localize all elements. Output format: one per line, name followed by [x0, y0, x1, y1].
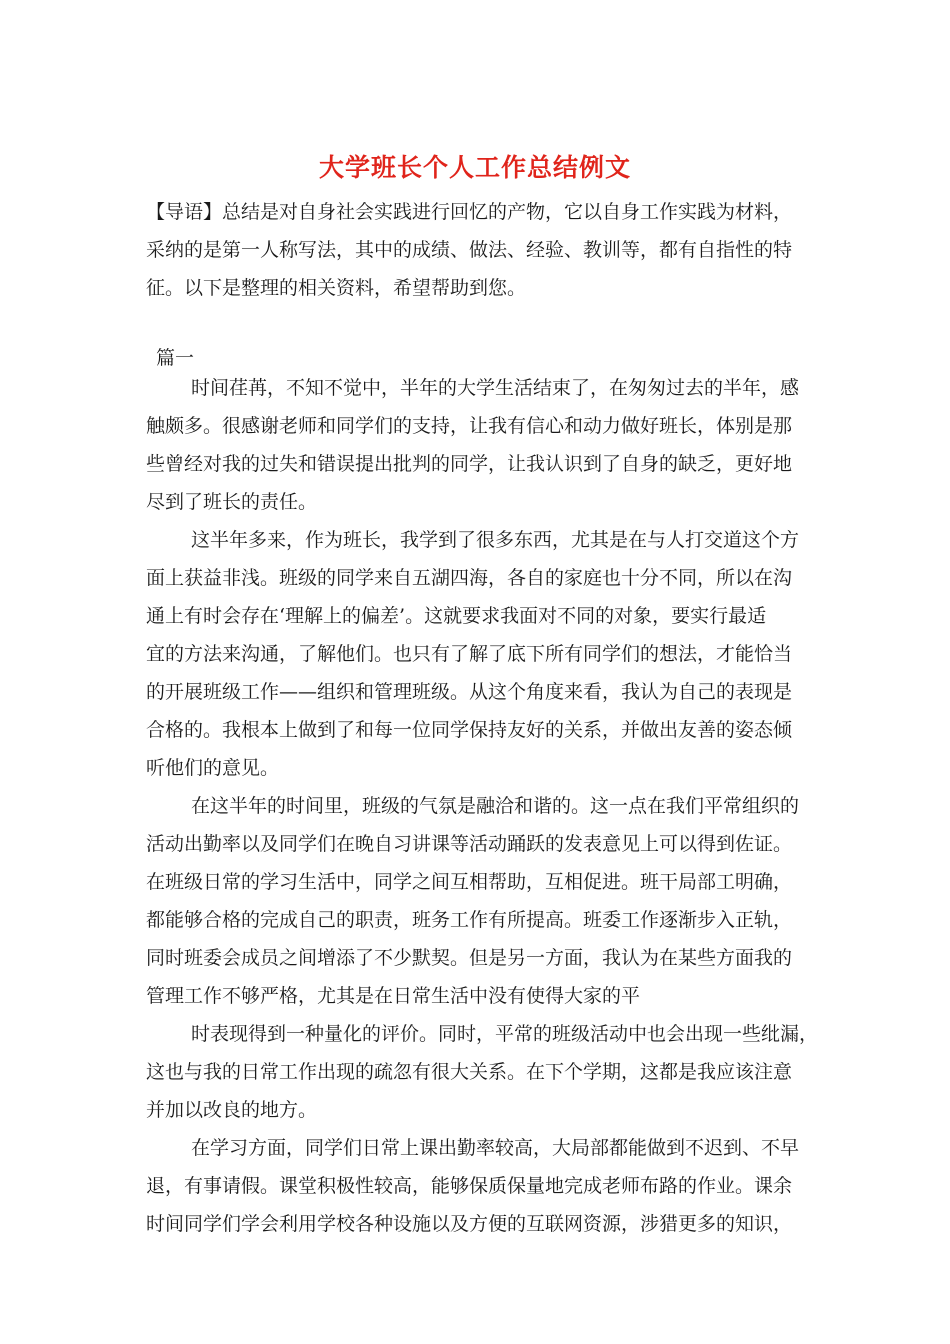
paragraph-line: 在这半年的时间里，班级的气氛是融洽和谐的。这一点在我们平常组织的 [191, 795, 800, 817]
paragraph-line: 时间同学们学会利用学校各种设施以及方便的互联网资源，涉猎更多的知识， [146, 1213, 793, 1235]
paragraph-line: 退，有事请假。课堂积极性较高，能够保质保量地完成老师布路的作业。课余 [146, 1175, 793, 1197]
paragraph-line: 这也与我的日常工作出现的疏忽有很大关系。在下个学期，这都是我应该注意 [146, 1061, 793, 1083]
intro-line: 【导语】总结是对自身社会实践进行回忆的产物，它以自身工作实践为材料， [146, 201, 793, 223]
section-label: 篇一 [156, 347, 195, 369]
paragraph-line: 的开展班级工作——组织和管理班级。从这个角度来看，我认为自己的表现是 [146, 681, 793, 703]
paragraph-line: 在班级日常的学习生活中，同学之间互相帮助，互相促进。班干局部工明确， [146, 871, 793, 893]
paragraph-line: 在学习方面，同学们日常上课出勤率较高，大局部都能做到不迟到、不早 [191, 1137, 800, 1159]
paragraph-line: 都能够合格的完成自己的职责，班务工作有所提高。班委工作逐渐步入正轨， [146, 909, 793, 931]
intro-line: 采纳的是第一人称写法，其中的成绩、做法、经验、教训等，都有自指性的特 [146, 239, 793, 261]
intro-paragraph [146, 193, 826, 307]
paragraph-line: 同时班委会成员之间增添了不少默契。但是另一方面，我认为在某些方面我的 [146, 947, 793, 969]
paragraph-line: 尽到了班长的责任。 [146, 491, 318, 513]
paragraph-line: 管理工作不够严格，尤其是在日常生活中没有使得大家的平 [146, 985, 641, 1007]
paragraph-line: 通上有时会存在‘理解上的偏差’。这就要求我面对不同的对象，要实行最适 [146, 605, 767, 627]
paragraph-line: 面上获益非浅。班级的同学来自五湖四海，各自的家庭也十分不同，所以在沟 [146, 567, 793, 589]
paragraph-line: 些曾经对我的过失和错误提出批判的同学，让我认识到了自身的缺乏，更好地 [146, 453, 793, 475]
paragraph-line: 活动出勤率以及同学们在晚自习讲课等活动踊跃的发表意见上可以得到佐证。 [146, 833, 793, 855]
intro-line: 征。以下是整理的相关资料，希望帮助到您。 [146, 277, 527, 299]
paragraph-line: 触颇多。很感谢老师和同学们的支持，让我有信心和动力做好班长，体别是那 [146, 415, 793, 437]
paragraph-line: 这半年多来，作为班长，我学到了很多东西，尤其是在与人打交道这个方 [191, 529, 800, 551]
paragraph-line: 合格的。我根本上做到了和每一位同学保持友好的关系，并做出友善的姿态倾 [146, 719, 793, 741]
paragraph-line: 时表现得到一种量化的评价。同时，平常的班级活动中也会出现一些纰漏， [191, 1023, 819, 1045]
paragraph-line: 时间荏苒，不知不觉中，半年的大学生活结束了，在匆匆过去的半年，感 [191, 377, 800, 399]
document-title: 大学班长个人工作总结例文 [318, 153, 631, 182]
paragraph-line: 听他们的意见。 [146, 757, 280, 779]
paragraph-line: 并加以改良的地方。 [146, 1099, 318, 1121]
paragraph-line: 宜的方法来沟通，了解他们。也只有了解了底下所有同学们的想法，才能恰当 [146, 643, 793, 665]
body-text [146, 369, 826, 1243]
